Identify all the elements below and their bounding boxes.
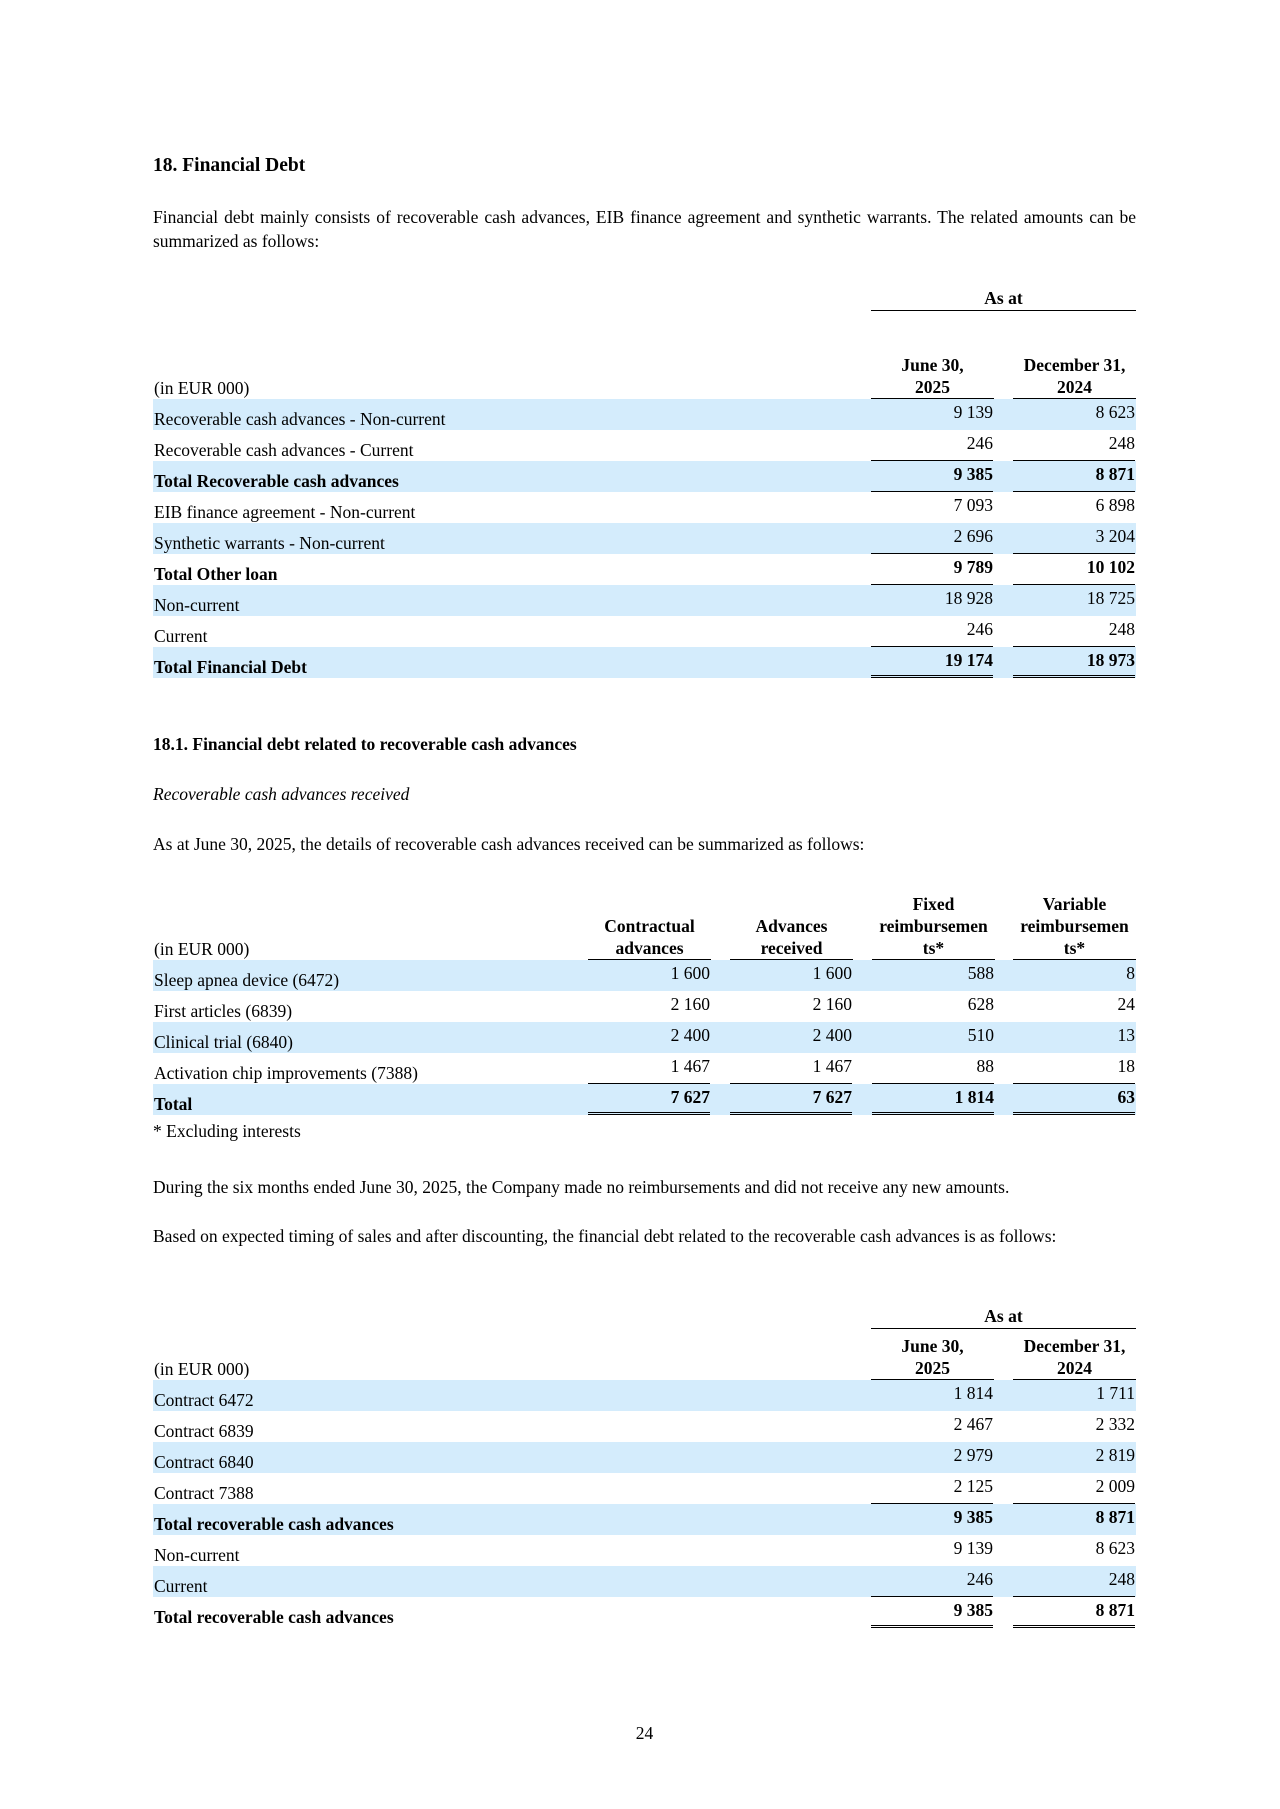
table2-col-received: Advances received	[730, 893, 853, 960]
table2-col-variable: Variable reimbursemen ts*	[1013, 893, 1136, 960]
table-row: Total Recoverable cash advances 9 385 8 871	[153, 461, 1136, 492]
table-row: Recoverable cash advances - Current 246 248	[153, 430, 1136, 461]
table-row: Non-current 18 928 18 725	[153, 585, 1136, 616]
table3-col-june: June 30, 2025	[871, 1335, 994, 1380]
financial-debt-table	[153, 354, 1136, 678]
table-row: Clinical trial (6840) 2 400 2 400 510 13	[153, 1022, 1136, 1053]
table-row: EIB finance agreement - Non-current 7 093 6 898	[154, 495, 1135, 522]
table1-unit: (in EUR 000)	[154, 378, 250, 398]
recoverable-advances-by-contract-table	[153, 1335, 1136, 1628]
table-row: Total 7 627 7 627 1 814 63	[153, 1084, 1136, 1115]
table-row: Contract 6840 2 979 2 819	[153, 1442, 1136, 1473]
table2-col-fixed: Fixed reimbursemen ts*	[872, 893, 995, 960]
table3-col-december: December 31, 2024	[1013, 1335, 1136, 1380]
cash-advances-received-table	[153, 893, 1136, 1115]
paragraph-expected-timing: Based on expected timing of sales and after discounting, the financial debt related to the recoverable cash advances is as follows:	[153, 1226, 1057, 1246]
intro-paragraph: Financial debt mainly consists of recoverable cash advances, EIB finance agreement and synthetic warrants. The related amounts can be summarized as follows:	[153, 207, 1136, 251]
subsection-italic-heading: Recoverable cash advances received	[153, 784, 410, 804]
table3-unit: (in EUR 000)	[154, 1359, 250, 1379]
table1-as-at: As at	[871, 286, 1136, 311]
table1-col-june: June 30, 2025	[871, 354, 994, 399]
table-row: Total Financial Debt 19 174 18 973	[153, 647, 1136, 678]
table-row: Contract 6839 2 467 2 332	[154, 1414, 1135, 1441]
table-row: Contract 6472 1 814 1 711	[153, 1380, 1136, 1411]
table-row: Contract 7388 2 125 2 009	[153, 1473, 1136, 1504]
table2-footnote: * Excluding interests	[153, 1121, 301, 1141]
paragraph-no-reimbursements: During the six months ended June 30, 2025, the Company made no reimbursements and did not receive any new amounts.	[153, 1177, 1010, 1197]
table2-col-contractual: Contractual advances	[588, 893, 711, 960]
table3-as-at: As at	[871, 1304, 1136, 1329]
table-row: Current 246 248	[153, 1566, 1136, 1597]
table-row: Synthetic warrants - Non-current 2 696 3 204	[153, 523, 1136, 554]
table-row: Activation chip improvements (7388) 1 467 1 467 88 18	[153, 1053, 1136, 1084]
subsection-paragraph: As at June 30, 2025, the details of recoverable cash advances received can be summarized as follows:	[153, 834, 865, 854]
section-title: 18. Financial Debt	[153, 155, 306, 176]
table-row: First articles (6839) 2 160 2 160 628 24	[154, 994, 1135, 1021]
table-row: Sleep apnea device (6472) 1 600 1 600 588 8	[153, 960, 1136, 991]
subsection-title: 18.1. Financial debt related to recoverable cash advances	[153, 734, 577, 754]
table2-unit: (in EUR 000)	[154, 939, 250, 959]
page-number: 24	[635, 1723, 654, 1743]
table-row: Total recoverable cash advances 9 385 8 871	[153, 1504, 1136, 1535]
table-row: Recoverable cash advances - Non-current 9 139 8 623	[153, 399, 1136, 430]
table-row: Non-current 9 139 8 623	[154, 1538, 1135, 1565]
table-row: Total recoverable cash advances 9 385 8 871	[153, 1597, 1136, 1628]
table-row: Total Other loan 9 789 10 102	[153, 554, 1136, 585]
table-row: Current 246 248	[153, 616, 1136, 647]
table1-col-december: December 31, 2024	[1013, 354, 1136, 399]
